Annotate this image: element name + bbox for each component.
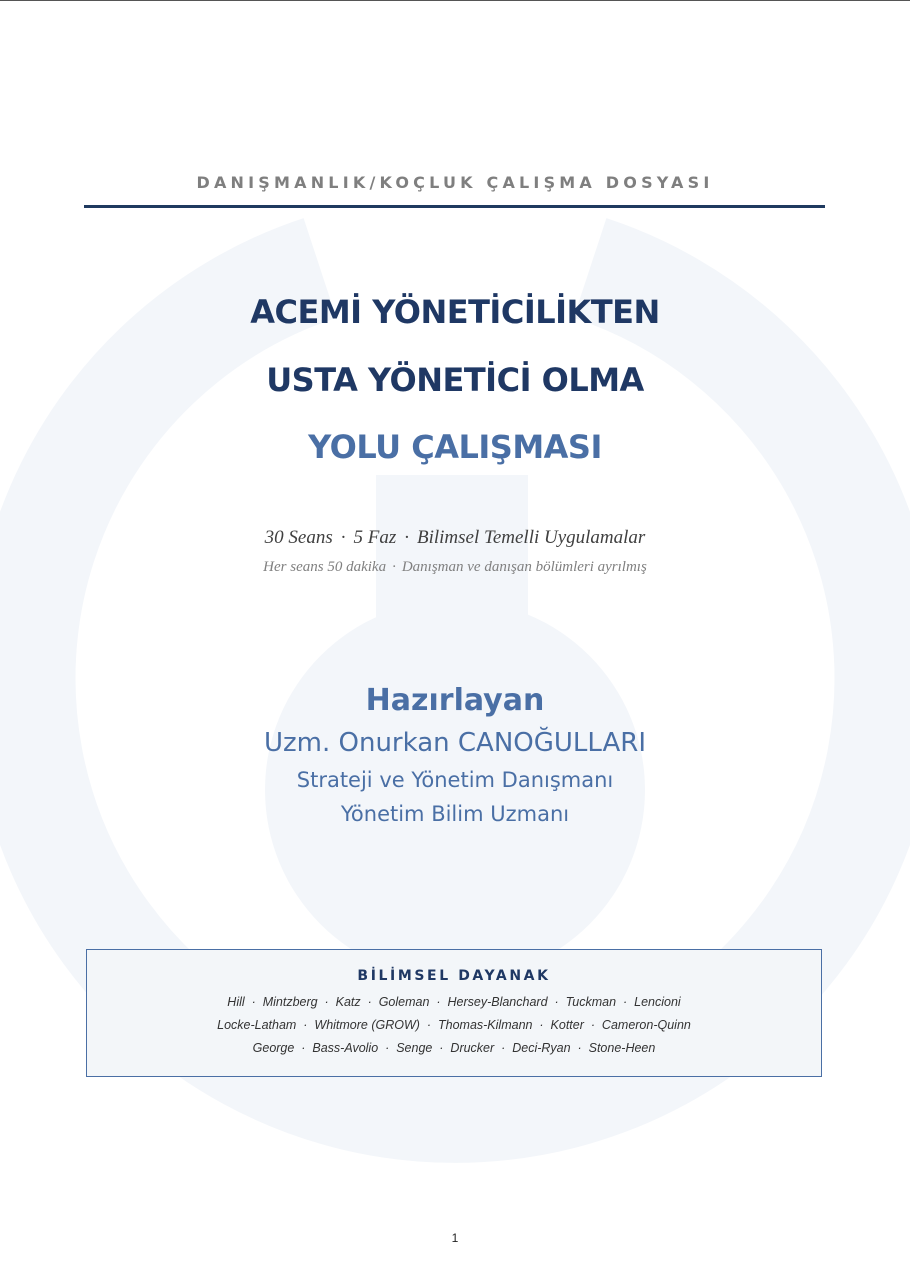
title-line-3: YOLU ÇALIŞMASI [308, 428, 602, 466]
document-type-label: DANIŞMANLIK/KOÇLUK ÇALIŞMA DOSYASI [196, 173, 714, 192]
author-title-1: Strateji ve Yönetim Danışmanı [296, 768, 614, 792]
author-title-2: Yönetim Bilim Uzmanı [340, 802, 570, 826]
session-duration: Her seans 50 dakika [263, 559, 387, 575]
separator: · [404, 527, 409, 548]
header-divider [84, 205, 825, 208]
session-details [40, 559, 870, 576]
prepared-by-label: Hazırlayan [365, 683, 545, 718]
section-note: Danışman ve danışan bölümleri ayrılmış [401, 559, 647, 575]
separator: · [392, 559, 396, 575]
method-note: Bilimsel Temelli Uygulamalar [416, 527, 646, 548]
session-summary [40, 527, 870, 549]
scientific-basis-title: BİLİMSEL DAYANAK [357, 968, 551, 984]
phase-count: 5 Faz [353, 527, 397, 548]
title-line-2: USTA YÖNETİCİ OLMA [266, 361, 644, 399]
page-number: 1 [451, 1231, 459, 1245]
title-line-1: ACEMİ YÖNETİCİLİKTEN [250, 293, 660, 331]
scientific-basis-box [86, 949, 822, 1077]
author-name: Uzm. Onurkan CANOĞULLARI [263, 728, 647, 758]
separator: · [340, 527, 346, 548]
session-count: 30 Seans [264, 527, 333, 548]
references-line-2: Locke-Latham · Whitmore (GROW) · Thomas-Kilmann · Kotter · Cameron-Quinn [217, 1018, 691, 1032]
references-line-1: Hill · Mintzberg · Katz · Goleman · Hersey-Blanchard · Tuckman · Lencioni [227, 995, 681, 1009]
references-line-3: George · Bass-Avolio · Senge · Drucker · Deci-Ryan · Stone-Heen [252, 1041, 656, 1055]
